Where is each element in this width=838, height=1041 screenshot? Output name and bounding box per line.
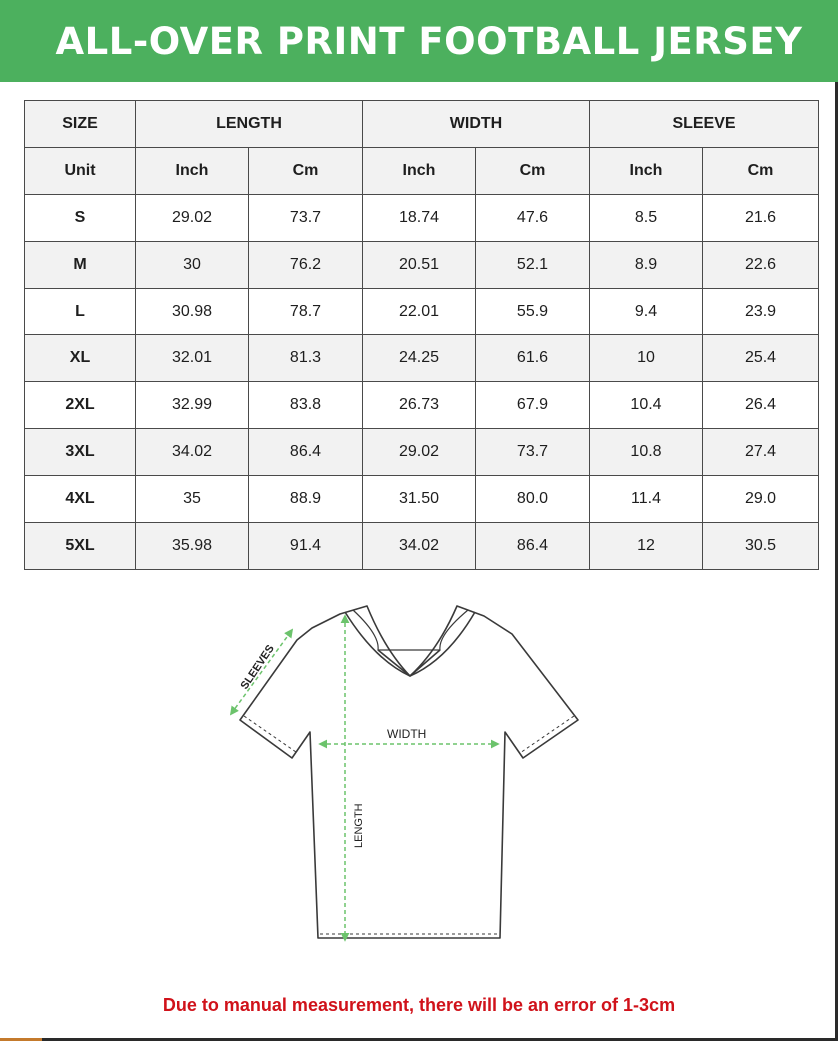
measurement-cell: 76.2 (249, 241, 363, 288)
measurement-cell: 30.98 (136, 288, 249, 335)
size-label-cell: S (25, 194, 136, 241)
header-length: LENGTH (136, 101, 363, 148)
table-row (25, 382, 819, 429)
page-title: ALL-OVER PRINT FOOTBALL JERSEY (55, 19, 803, 63)
measurement-cell: 21.6 (703, 194, 819, 241)
header-width: WIDTH (363, 101, 590, 148)
measurement-cell: 26.4 (703, 382, 819, 429)
measurement-cell: 20.51 (363, 241, 476, 288)
measurement-cell: 83.8 (249, 382, 363, 429)
measurement-cell: 25.4 (703, 335, 819, 382)
size-label-cell: XL (25, 335, 136, 382)
measurement-cell: 8.9 (590, 241, 703, 288)
jersey-outline (240, 606, 578, 938)
unit-header-row (25, 147, 819, 194)
group-header-row (25, 101, 819, 148)
measurement-cell: 61.6 (476, 335, 590, 382)
measurement-cell: 23.9 (703, 288, 819, 335)
measurement-cell: 18.74 (363, 194, 476, 241)
table-row (25, 523, 819, 570)
length-label: LENGTH (353, 803, 365, 848)
measurement-note: Due to manual measurement, there will be an error of 1-3cm (162, 995, 676, 1015)
size-label-cell: M (25, 241, 136, 288)
unit-cell: Inch (136, 147, 249, 194)
size-label-cell: 3XL (25, 429, 136, 476)
measurement-cell: 8.5 (590, 194, 703, 241)
measurement-cell: 52.1 (476, 241, 590, 288)
measurement-cell: 30 (136, 241, 249, 288)
measurement-cell: 47.6 (476, 194, 590, 241)
width-label: WIDTH (387, 727, 427, 741)
unit-cell: Cm (249, 147, 363, 194)
measurement-cell: 55.9 (476, 288, 590, 335)
measurement-cell: 81.3 (249, 335, 363, 382)
measurement-cell: 91.4 (249, 523, 363, 570)
measurement-cell: 35.98 (136, 523, 249, 570)
measurement-cell: 67.9 (476, 382, 590, 429)
measurement-cell: 22.6 (703, 241, 819, 288)
header-sleeve: SLEEVE (590, 101, 819, 148)
measurement-cell: 32.99 (136, 382, 249, 429)
unit-cell: Cm (703, 147, 819, 194)
measurement-cell: 9.4 (590, 288, 703, 335)
measurement-cell: 73.7 (249, 194, 363, 241)
size-chart-table (24, 100, 819, 570)
measurement-cell: 80.0 (476, 476, 590, 523)
table-row (25, 241, 819, 288)
unit-cell: Inch (590, 147, 703, 194)
sleeves-label: SLEEVES (238, 642, 277, 692)
measurement-cell: 29.0 (703, 476, 819, 523)
table-row (25, 194, 819, 241)
measurement-cell: 34.02 (136, 429, 249, 476)
measurement-cell: 31.50 (363, 476, 476, 523)
header-banner (0, 0, 838, 82)
measurement-cell: 78.7 (249, 288, 363, 335)
unit-cell: Inch (363, 147, 476, 194)
size-label-cell: 4XL (25, 476, 136, 523)
unit-cell: Cm (476, 147, 590, 194)
table-row (25, 288, 819, 335)
measurement-cell: 88.9 (249, 476, 363, 523)
measurement-cell: 27.4 (703, 429, 819, 476)
measurement-cell: 10.4 (590, 382, 703, 429)
size-label-cell: L (25, 288, 136, 335)
jersey-diagram (200, 590, 620, 960)
table-row (25, 335, 819, 382)
measurement-cell: 35 (136, 476, 249, 523)
measurement-cell: 24.25 (363, 335, 476, 382)
measurement-cell: 86.4 (249, 429, 363, 476)
unit-cell: Unit (25, 147, 136, 194)
table-row (25, 476, 819, 523)
measurement-cell: 10.8 (590, 429, 703, 476)
table-row (25, 429, 819, 476)
measurement-cell: 29.02 (363, 429, 476, 476)
measurement-cell: 22.01 (363, 288, 476, 335)
measurement-cell: 12 (590, 523, 703, 570)
header-size: SIZE (25, 101, 136, 148)
measurement-cell: 32.01 (136, 335, 249, 382)
measurement-cell: 34.02 (363, 523, 476, 570)
measurement-cell: 30.5 (703, 523, 819, 570)
measurement-cell: 10 (590, 335, 703, 382)
size-label-cell: 2XL (25, 382, 136, 429)
measurement-cell: 29.02 (136, 194, 249, 241)
measurement-cell: 86.4 (476, 523, 590, 570)
measurement-cell: 26.73 (363, 382, 476, 429)
measurement-cell: 11.4 (590, 476, 703, 523)
size-label-cell: 5XL (25, 523, 136, 570)
measurement-cell: 73.7 (476, 429, 590, 476)
